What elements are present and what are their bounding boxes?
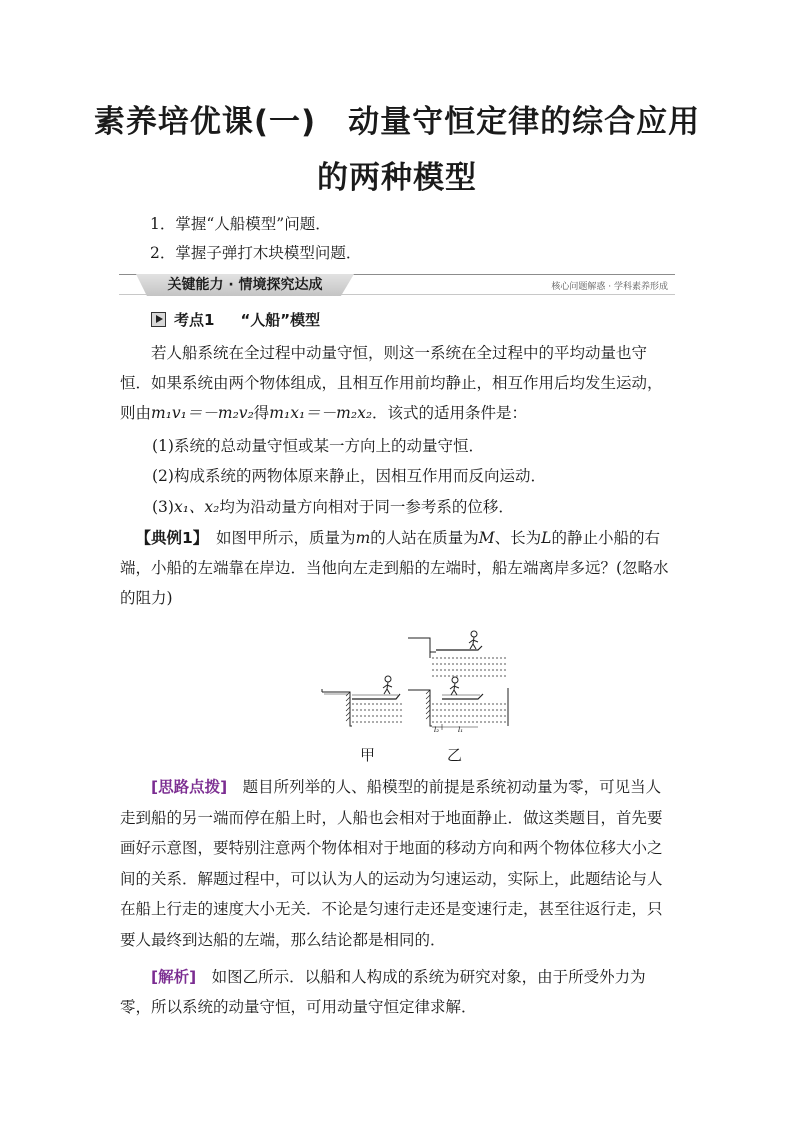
example-text-2: 的人站在质量为 (370, 529, 479, 547)
condition-3-prefix: (3) (152, 498, 174, 516)
hint-text: 题目所列举的人、船模型的前提是系统初动量为零，可见当人走到船的另一端而停在船上时，人船也会相对于地面静止．做这类题目，首先要画好示意图，要特别注意两个物体相对于地面的移动方向和两个物体位移大小之间的关系．解题过程中，可以认为人的运动为匀速运动，实际上，此题结论与人在船上行走的速度大小无关．不论是匀速行走还是变速行走，甚至往返行走，只要人最终到达船的左端，那么结论都是相同的． (120, 778, 663, 949)
condition-1: (1)系统的总动量守恒或某一方向上的动量守恒． (152, 437, 484, 455)
figure-label-l1: l₁ (458, 726, 464, 734)
analysis-paragraph (120, 962, 676, 1022)
intro-formula-2: m₁x₁＝－m₂x₂ (269, 404, 373, 422)
example-tag: 【典例1】 (135, 529, 201, 547)
intro-text-1: 若人船系统在全过程中动量守恒，则这一系统在全过程中的平均动量也守恒．如果系统由两个物体组成，且相互作用前均静止，相互作用后均发生运动，则由 (120, 344, 663, 422)
section-bar-right-text: 核心问题解惑 · 学科素养形成 (551, 282, 668, 292)
analysis-tag: [解析] (151, 968, 197, 986)
section-band-label: 关键能力 · 情境探究达成 (167, 277, 323, 293)
figure-caption-left: 甲 (360, 746, 376, 764)
example-text-3: 、长为 (494, 529, 542, 547)
page-title-line2: 的两种模型 (317, 160, 477, 196)
hint-tag: [思路点拨] (151, 778, 228, 796)
topic-number: 考点1 (174, 311, 215, 329)
example-text-1: 如图甲所示，质量为 (200, 529, 356, 547)
figure-right-bank-yi (408, 631, 508, 730)
intro-text-2: 得 (253, 404, 270, 422)
figure-caption-right: 乙 (447, 746, 463, 764)
play-triangle-icon (151, 312, 166, 327)
intro-paragraph (120, 338, 676, 428)
condition-3-vars: x₁、x₂ (173, 498, 220, 516)
objective-1: 1．掌握“人船模型”问题． (150, 215, 331, 233)
topic-heading (151, 309, 320, 330)
example-var-m: m (355, 529, 371, 547)
example-var-M: M (478, 529, 495, 547)
objective-2: 2．掌握子弹打木块模型问题． (150, 244, 362, 262)
condition-3-text: 均为沿动量方向相对于同一参考系的位移． (219, 498, 514, 516)
example-text-4: 的静止小船的右端，小船的左端靠在岸边．当他向左走到船的左端时，船左端离岸多远？(忽略水的阻力) (120, 529, 669, 607)
intro-text-3: ．该式的适用条件是： (372, 404, 528, 422)
figure-left-bank-jia (322, 676, 404, 726)
example-var-L: L (541, 529, 552, 547)
condition-3 (152, 495, 514, 517)
intro-formula-1: m₁v₁＝－m₂v₂ (151, 404, 254, 422)
example-paragraph (120, 523, 676, 613)
hint-paragraph (120, 772, 676, 955)
condition-2: (2)构成系统的两物体原来静止，因相互作用而反向运动． (152, 467, 546, 485)
topic-name: “人船”模型 (240, 311, 321, 329)
boat-figure (318, 628, 518, 738)
page-title-line1: 素养培优课(一) 动量守恒定律的综合应用 (93, 104, 701, 140)
figure-label-l2: l₂ (434, 726, 440, 734)
analysis-text: 如图乙所示．以船和人构成的系统为研究对象，由于所受外力为零，所以系统的动量守恒，可用动量守恒定律求解． (120, 968, 646, 1016)
